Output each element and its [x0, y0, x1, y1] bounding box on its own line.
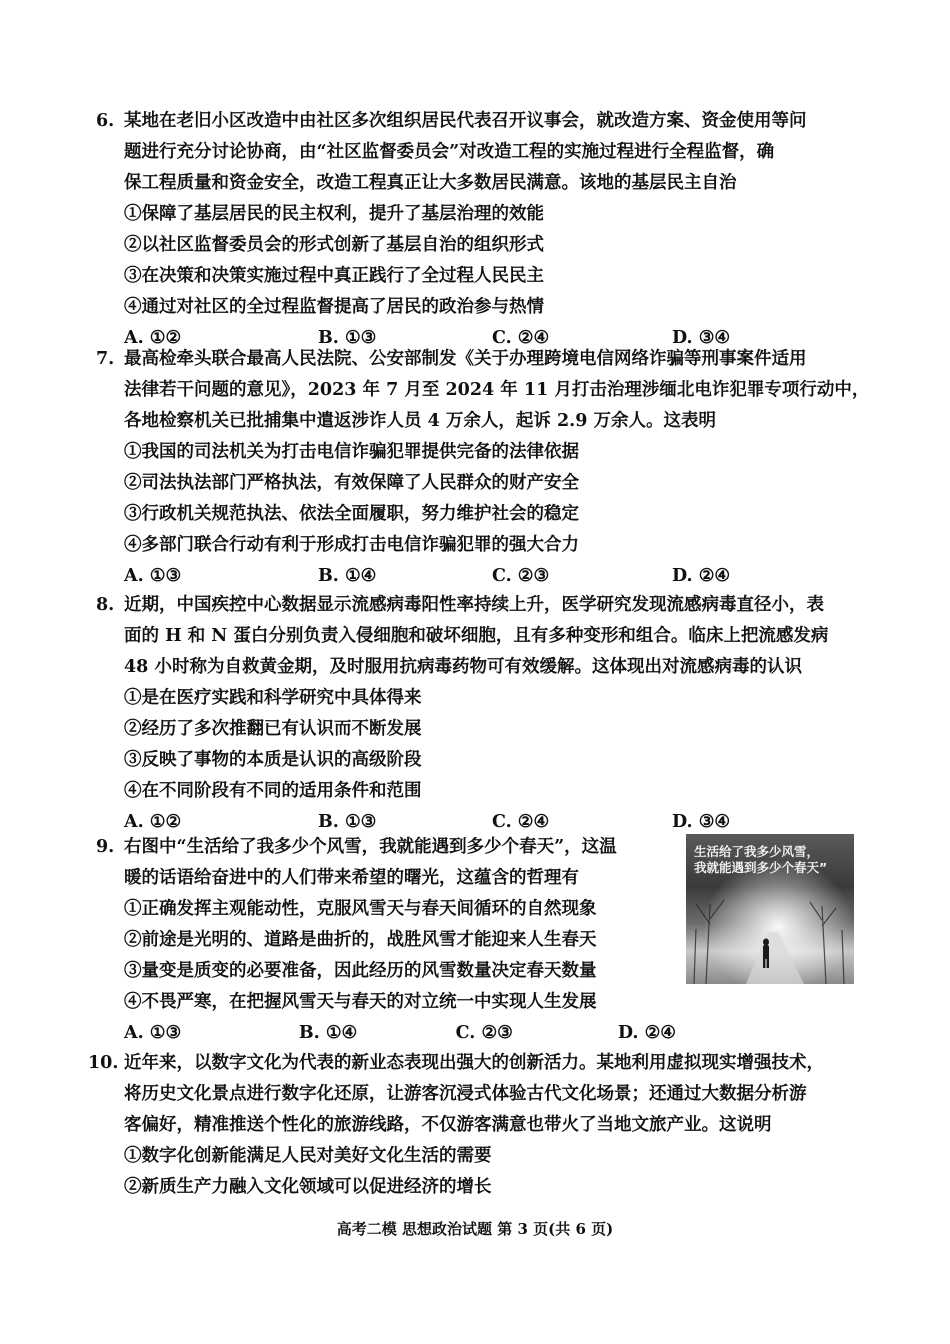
question-10: [88, 1048, 866, 1203]
question-8: [96, 590, 866, 838]
question-stem-line: 暖的话语给奋进中的人们带来希望的曙光，这蕴含的哲理有: [124, 868, 579, 888]
question-number: 10.: [88, 1053, 119, 1073]
option-statement: ②新质生产力融入文化领域可以促进经济的增长: [124, 1177, 492, 1197]
choice-d[interactable]: D. ②④: [672, 566, 731, 586]
choice-b[interactable]: B. ①③: [318, 328, 377, 348]
option-statement: ④不畏严寒，在把握风雪天与春天的对立统一中实现人生发展: [124, 992, 597, 1012]
option-statement: ①保障了基层居民的民主权利，提升了基层治理的效能: [124, 204, 544, 224]
choice-b[interactable]: B. ①④: [298, 1023, 358, 1043]
choice-b[interactable]: B. ①③: [318, 812, 377, 832]
option-statement: ①我国的司法机关为打击电信诈骗犯罪提供完备的法律依据: [124, 442, 579, 462]
page-footer: 高考二模 思想政治试题 第 3 页(共 6 页): [336, 1220, 614, 1238]
question-number: 9.: [96, 837, 115, 857]
question-stem-line: 6. 某地在老旧小区改造中由社区多次组织居民代表召开议事会，就改造方案、资金使用等问: [96, 106, 866, 137]
option-statement: ④多部门联合行动有利于形成打击电信诈骗犯罪的强大合力: [124, 535, 579, 555]
question-stem-line: 法律若干问题的意见》，2023 年 7 月至 2024 年 11 月打击治理涉缅北电诈犯罪专项行动中，: [124, 380, 870, 400]
option-statement: ①正确发挥主观能动性，克服风雪天与春天间循环的自然现象: [124, 899, 597, 919]
option-statement: ④在不同阶段有不同的适用条件和范围: [124, 781, 422, 801]
question-stem-line: 7. 最高检牵头联合最高人民法院、公安部制发《关于办理跨境电信网络诈骗等刑事案件适用: [96, 344, 866, 375]
option-statement: ④通过对社区的全过程监督提高了居民的政治参与热情: [124, 297, 544, 317]
question-stem-line: 保工程质量和资金安全，改造工程真正让大多数居民满意。该地的基层民主自治: [124, 173, 737, 193]
option-statement: ①数字化创新能满足人民对美好文化生活的需要: [124, 1146, 492, 1166]
question-number: 7.: [96, 349, 115, 369]
choice-a[interactable]: A. ①③: [124, 1023, 182, 1043]
question-stem-line: 9. 右图中“生活给了我多少个风雪，我就能遇到多少个春天”，这温: [96, 832, 676, 863]
choice-c[interactable]: C. ②③: [455, 1023, 513, 1043]
option-statement: ③在决策和决策实施过程中真正践行了全过程人民民主: [124, 266, 544, 286]
question-stem-line: 客偏好，精准推送个性化的旅游线路，不仅游客满意也带火了当地文旅产业。这说明: [124, 1115, 772, 1135]
question-7: [96, 344, 870, 592]
question-stem-line: 8. 近期，中国疾控中心数据显示流感病毒阳性率持续上升，医学研究发现流感病毒直径小，表: [96, 590, 866, 621]
question-stem-line: 48 小时称为自救黄金期，及时服用抗病毒药物可有效缓解。这体现出对流感病毒的认识: [124, 657, 802, 677]
choice-c[interactable]: C. ②④: [492, 328, 550, 348]
choice-b[interactable]: B. ①④: [318, 566, 377, 586]
option-statement: ③量变是质变的必要准备，因此经历的风雪数量决定春天数量: [124, 961, 597, 981]
question-number: 8.: [96, 595, 115, 615]
choice-c[interactable]: C. ②④: [492, 812, 550, 832]
question-number: 6.: [96, 111, 115, 131]
choice-c[interactable]: C. ②③: [492, 566, 550, 586]
photo-caption: 生活给了我多少风雪， 我就能遇到多少个春天”: [694, 844, 828, 875]
answer-choices: [96, 561, 866, 592]
question-9: [96, 832, 676, 1049]
choice-d[interactable]: D. ③④: [672, 812, 731, 832]
option-statement: ②经历了多次推翻已有认识而不断发展: [124, 719, 422, 739]
choice-d[interactable]: D. ②④: [617, 1023, 676, 1043]
question-stem-line: 将历史文化景点进行数字化还原，让游客沉浸式体验古代文化场景；还通过大数据分析游: [124, 1084, 807, 1104]
answer-choices: [96, 1018, 676, 1049]
question-stem-line: 各地检察机关已批捕集中遣返涉诈人员 4 万余人，起诉 2.9 万余人。这表明: [124, 411, 716, 431]
question-stem-line: 10. 近年来，以数字文化为代表的新业态表现出强大的创新活力。某地利用虚拟现实增强技术，: [88, 1048, 866, 1079]
choice-a[interactable]: A. ①②: [124, 812, 182, 832]
option-statement: ②司法执法部门严格执法，有效保障了人民群众的财产安全: [124, 473, 579, 493]
option-statement: ③行政机关规范执法、依法全面履职，努力维护社会的稳定: [124, 504, 579, 524]
question-6: [96, 106, 866, 354]
option-statement: ②前途是光明的、道路是曲折的，战胜风雪才能迎来人生春天: [124, 930, 597, 950]
choice-d[interactable]: D. ③④: [672, 328, 731, 348]
choice-a[interactable]: A. ①③: [124, 566, 182, 586]
option-statement: ①是在医疗实践和科学研究中具体得来: [124, 688, 422, 708]
option-statement: ②以社区监督委员会的形式创新了基层自治的组织形式: [124, 235, 544, 255]
question-stem-line: 面的 H 和 N 蛋白分别负责入侵细胞和破坏细胞，且有多种变形和组合。临床上把流感发病: [124, 626, 829, 646]
choice-a[interactable]: A. ①②: [124, 328, 182, 348]
winter-road-photo: [686, 834, 854, 984]
option-statement: ③反映了事物的本质是认识的高级阶段: [124, 750, 422, 770]
question-stem-line: 题进行充分讨论协商，由“社区监督委员会”对改造工程的实施过程进行全程监督，确: [124, 142, 775, 162]
